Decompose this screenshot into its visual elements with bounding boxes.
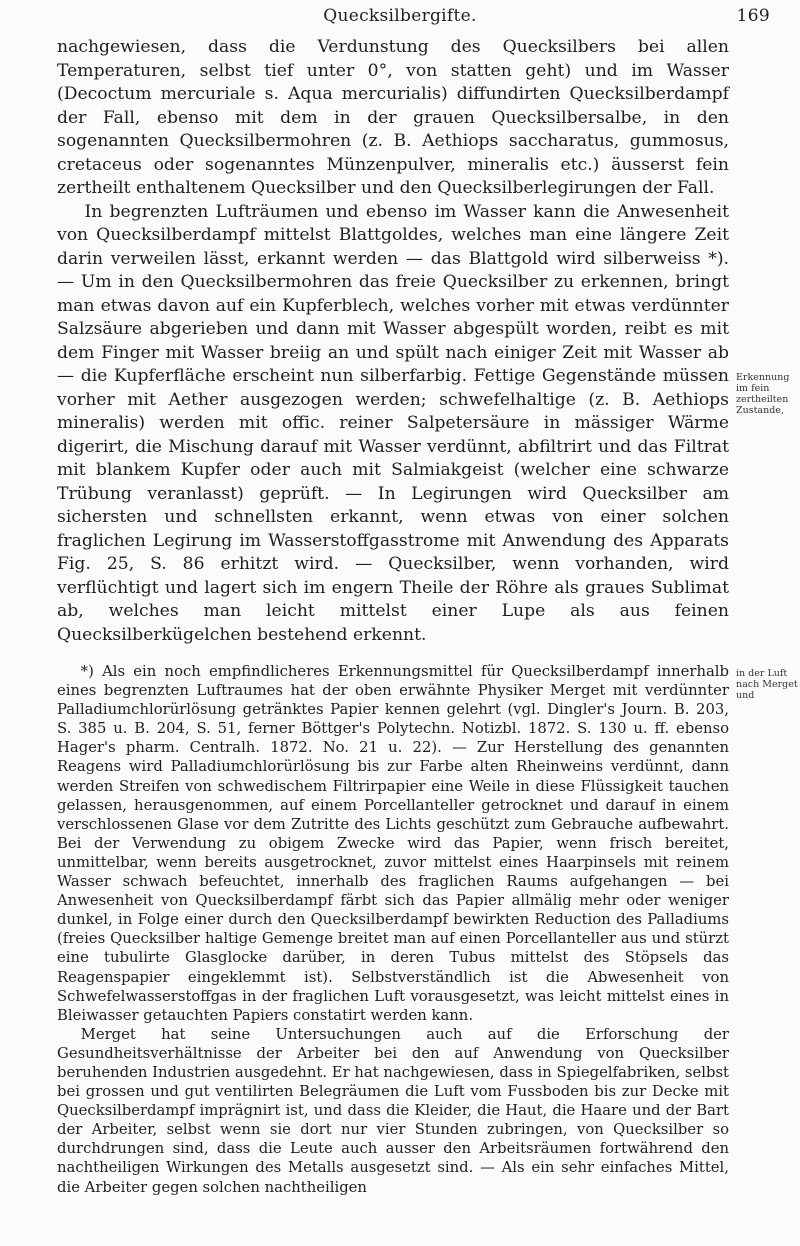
margin-note-detection: Erkennung im fein zertheilten Zustande, [736, 372, 790, 416]
paragraph-detection: In begrenzten Lufträumen und ebenso im Wasser kann die Anwesenheit von Quecksilberdampf mittelst Blattgoldes, welches man eine längere Zeit darin verweilen lässt, erkannt werden — das Blattgold wird silberweiss *). — Um in den Quecksilbermohren das freie Quecksilber zu erkennen, bringt man etwas davon auf ein Kupferblech, welches vorher mit etwas verdünnter Salzsäure abgerieben und dann mit Wasser abgespült worden, reibt es mit dem Finger mit Wasser breiig an und spült nach einiger Zeit mit Wasser ab — die Kupferfläche erscheint nun silberfarbig. Fettige Gegenstände müssen vorher mit Aether ausgezogen werden; schwefelhaltige (z. B. Aethiops mineralis) werden mit offic. reiner Salpetersäure in mässiger Wärme digerirt, die Mischung darauf mit Wasser verdünnt, abfiltrirt und das Filtrat mit blankem Kupfer oder auch mit Salmiakgeist (welcher eine schwarze Trübung veranlasst) geprüft. — In Legirungen wird Quecksilber am sichersten und schnellsten erkannt, wenn etwas von einer solchen fraglichen Legirung im Wasserstoffgasstrome mit Anwendung des Apparats Fig. 25, S. 86 erhitzt wird. — Quecksilber, wenn vorhanden, wird verflüchtigt und lagert sich im engern Theile der Röhre als graues Sublimat ab, welches man leicht mittelst einer Lupe als aus feinen Quecksilberkügelchen bestehend erkennt. [57, 201, 729, 645]
main-text [57, 36, 729, 647]
margin-note-air: in der Luft nach Merget und [736, 668, 798, 701]
running-header [0, 6, 800, 32]
paragraph-continued: nachgewiesen, dass die Verdunstung des Quecksilbers bei allen Temperaturen, selbst tief unter 0°, von statten geht) und im Wasser (Decoctum mercuriale s. Aqua mercurialis) diffundirten Quecksilberdampf der Fall, ebenso mit dem in der grauen Quecksilbersalbe, in den sogenannten Quecksilbermohren (z. B. Aethiops saccharatus, gummosus, cretaceus oder sogenanntes Münzenpulver, mineralis etc.) äusserst fein zertheilt enthaltenem Quecksilber und den Quecksilberlegirungen der Fall. [57, 37, 729, 198]
running-title: Quecksilbergifte. [323, 6, 477, 26]
page-number: 169 [736, 6, 770, 26]
footnote-paragraph-1: *) Als ein noch empfindlicheres Erkennungsmittel für Quecksilberdampf innerhalb eines begrenzten Luftraumes hat der oben erwähnte Physiker Merget mit verdünnter Palladiumchlorürlösung getränktes Papier kennen gelehrt (vgl. Dingler's Journ. B. 203, S. 385 u. B. 204, S. 51, ferner Böttger's Polytechn. Notizbl. 1872. S. 130 u. ff. ebenso Hager's pharm. Centralh. 1872. No. 21 u. 22). — Zur Herstellung des genannten Reagens wird Palladiumchlorürlösung bis zur Farbe alten Rheinweins verdünnt, dann werden Streifen von schwedischem Filtrirpapier eine Weile in diese Flüssigkeit tauchen gelassen, herausgenommen, auf einem Porcellanteller getrocknet und darauf in einem verschlossenen Glase vor dem Zutritte des Lichts geschützt zum Gebrauche aufbewahrt. Bei der Verwendung zu obigem Zwecke wird das Papier, wenn frisch bereitet, unmittelbar, wenn bereits ausgetrocknet, zuvor mittelst eines Haarpinsels mit reinem Wasser schwach befeuchtet, innerhalb des fraglichen Raums aufgehangen — bei Anwesenheit von Quecksilberdampf färbt sich das Papier allmälig mehr oder weniger dunkel, in Folge einer durch den Quecksilberdampf bewirkten Reduction des Palladiums (freies Quecksilber haltige Gemenge breitet man auf einen Porcellanteller aus und stürzt eine tubulirte Glasglocke darüber, in deren Tubus mittelst des Stöpsels das Reagenspapier eingeklemmt ist). Selbstverständlich ist die Abwesenheit von Schwefelwasserstoffgas in der fraglichen Luft vorausgesetzt, was leicht mittelst eines in Bleiwasser getauchten Papiers constatirt werden kann. [57, 663, 729, 1024]
footnote-paragraph-2: Merget hat seine Untersuchungen auch auf die Erforschung der Gesundheitsverhältnisse der Arbeiter bei den auf Anwendung von Quecksilber beruhenden Industrien ausgedehnt. Er hat nachgewiesen, dass in Spiegelfabriken, selbst bei grossen und gut ventilirten Belegräumen die Luft vom Fussboden bis zur Decke mit Quecksilberdampf imprägnirt ist, und dass die Kleider, die Haut, die Haare und der Bart der Arbeiter, selbst wenn sie dort nur vier Stunden zubringen, von Quecksilber so durchdrungen sind, dass die Leute auch ausser den Arbeitsräumen fortwährend den nachtheiligen Wirkungen des Metalls ausgesetzt sind. — Als ein sehr einfaches Mittel, die Arbeiter gegen solchen nachtheiligen [57, 1025, 729, 1196]
footnote [57, 662, 729, 1197]
